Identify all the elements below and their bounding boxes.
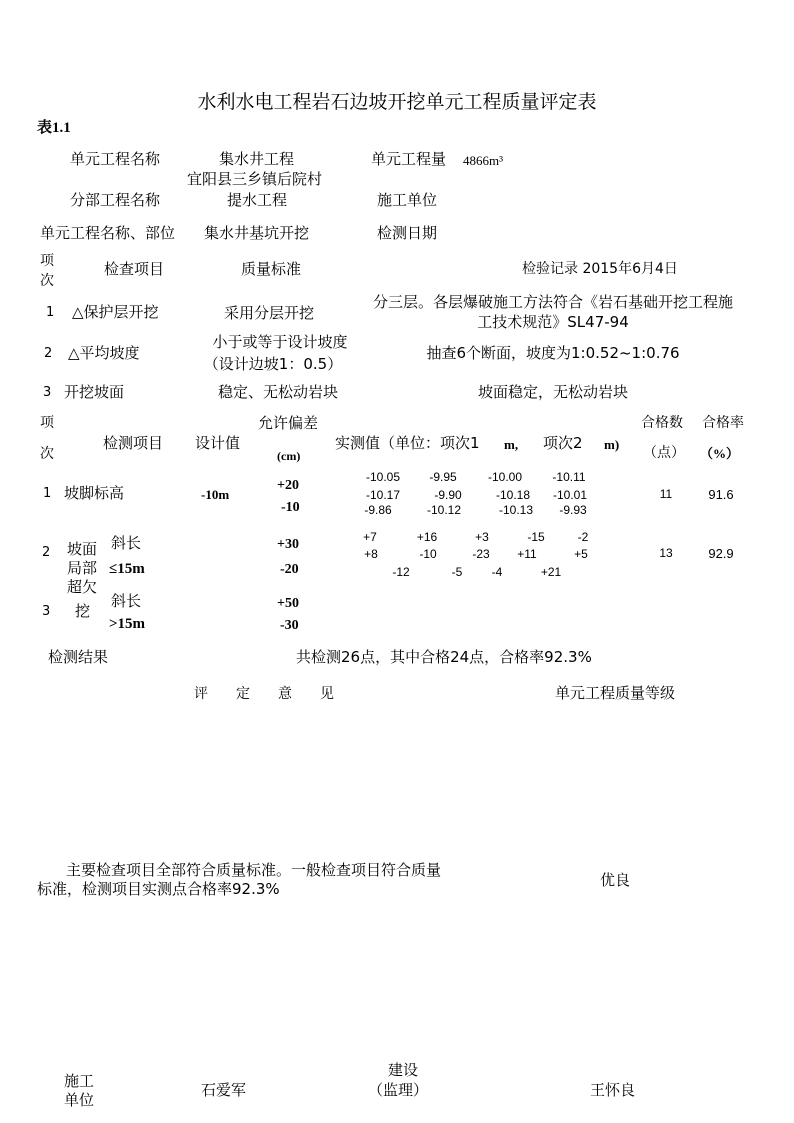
r1-value: -10.00 <box>487 470 523 484</box>
sub1-label-line1: 斜长 <box>111 534 142 552</box>
r1-value: -10.05 <box>365 470 401 484</box>
r1-value: -10.17 <box>365 488 401 502</box>
document-title: 水利水电工程岩石边坡开挖单元工程质量评定表 <box>197 91 597 113</box>
sub2-label-line2: >15m <box>109 616 146 632</box>
supervision-signature-label-1: 建设 <box>388 1061 419 1079</box>
r2-value: -2 <box>577 530 589 544</box>
inspection-row-2-record: 抽查6个断面，坡度为1:0.52~1:0.76 <box>426 344 680 362</box>
inspection-record-header: 检验记录 2015年6月4日 <box>522 261 678 277</box>
r2-value: -15 <box>527 530 545 544</box>
r2-value: +11 <box>517 547 537 561</box>
sub1-label-line2: ≤15m <box>109 561 145 577</box>
grade-label: 单元工程质量等级 <box>555 684 676 702</box>
r1-value: -10.11 <box>552 470 586 484</box>
construction-unit-signatory: 石爱军 <box>201 1081 247 1099</box>
inspection-seq-header-2: 次 <box>40 273 54 289</box>
unit-name-part-value: 集水井基坑开挖 <box>204 224 310 242</box>
inspection-row-3-no: 3 <box>43 385 52 400</box>
measurement-design-header: 设计值 <box>195 434 241 452</box>
measurement-row-1-design: -10m <box>201 487 230 502</box>
inspection-row-2-standard-line1: 小于或等于设计坡度 <box>212 333 348 351</box>
measurement-measured-header: 实测值（单位：项次1 <box>335 434 480 452</box>
r1-value: -10.12 <box>426 503 462 517</box>
quality-grade: 优良 <box>600 871 631 889</box>
opinion-label: 评 定 意 见 <box>194 686 334 702</box>
r1-value: -9.95 <box>429 470 457 484</box>
inspection-item-header: 检查项目 <box>104 260 165 278</box>
measurement-tolerance-unit: (cm) <box>277 449 301 463</box>
sub2-tol-plus: +50 <box>277 596 299 611</box>
measurement-row-2-rate: 92.9 <box>708 546 734 561</box>
measurement-row-2-no: 2 <box>42 545 51 560</box>
inspection-row-3-record: 坡面稳定，无松动岩块 <box>477 383 629 401</box>
sub1-tol-plus: +30 <box>277 537 299 552</box>
r1-value: -10.13 <box>498 503 534 517</box>
r2-value: -5 <box>451 565 463 579</box>
r2-value: +7 <box>363 530 377 544</box>
r2-value: +21 <box>540 565 562 579</box>
supervision-signature-label-2: （监理） <box>368 1081 429 1099</box>
measurement-row-1-rate: 91.6 <box>708 487 734 502</box>
opinion-text-line2: 标准，检测项目实测点合格率92.3% <box>37 880 280 898</box>
r2-value: -23 <box>472 547 490 561</box>
group-label-line1: 坡面 <box>67 540 98 558</box>
sub1-tol-minus: -20 <box>280 562 299 577</box>
inspection-row-3-item: 开挖坡面 <box>64 383 125 401</box>
sub2-tol-minus: -30 <box>280 618 299 633</box>
r2-value: +16 <box>416 530 438 544</box>
unit-project-name-value: 集水井工程 <box>219 150 295 168</box>
r2-value: +5 <box>574 547 588 561</box>
result-text: 共检测26点，其中合格24点，合格率92.3% <box>296 648 592 666</box>
r1-value: -9.86 <box>364 503 392 517</box>
measurement-row-1-count: 11 <box>659 487 673 501</box>
inspection-row-1-no: 1 <box>46 305 55 320</box>
inspection-standard-header: 质量标准 <box>241 260 302 278</box>
measurement-row-1-tol-minus: -10 <box>281 500 300 515</box>
table-number: 表1.1 <box>37 120 71 136</box>
r2-value: -4 <box>491 565 503 579</box>
measurement-seq-header-2: 次 <box>40 446 54 462</box>
measurement-row-1-tol-plus: +20 <box>277 478 299 493</box>
qualified-count-header: 合格数 <box>641 415 683 431</box>
measurement-tolerance-header: 允许偏差 <box>258 414 319 432</box>
construction-unit-signature-label-1: 施工 <box>64 1072 95 1090</box>
measurement-measured-header-2: 项次2 <box>543 434 583 452</box>
inspection-row-1-record-line1: 分三层。各层爆破施工方法符合《岩石基础开挖工程施 <box>372 293 734 311</box>
inspection-row-1-standard: 采用分层开挖 <box>224 304 315 322</box>
result-label: 检测结果 <box>48 648 109 666</box>
location-value: 宜阳县三乡镇后院村 <box>187 170 323 188</box>
qualified-rate-unit: （%） <box>700 446 740 461</box>
r2-value: -10 <box>419 547 437 561</box>
unit-quantity-value: 4866m³ <box>463 153 504 168</box>
construction-unit-label: 施工单位 <box>377 191 438 209</box>
r2-value: +3 <box>475 530 489 544</box>
measurement-row-3-no: 3 <box>42 604 51 619</box>
inspection-row-1-item: △保护层开挖 <box>72 303 159 321</box>
group-label-line3: 超欠 <box>67 578 98 596</box>
construction-unit-signature-label-2: 单位 <box>64 1091 95 1109</box>
measurement-row-1-item: 坡脚标高 <box>64 484 125 502</box>
measurement-measured-m1: m, <box>504 437 519 452</box>
inspection-seq-header-1: 项 <box>40 253 54 269</box>
inspection-row-2-no: 2 <box>44 346 53 361</box>
unit-name-part-label: 单元工程名称、部位 <box>40 224 176 242</box>
unit-project-name-label: 单元工程名称 <box>70 150 161 168</box>
unit-quantity-label: 单元工程量 <box>371 150 447 168</box>
measurement-measured-m2: m) <box>604 437 620 452</box>
supervision-signatory: 王怀良 <box>590 1081 636 1099</box>
r1-value: -10.18 <box>495 488 531 502</box>
r2-value: -12 <box>392 565 410 579</box>
inspection-row-3-standard: 稳定、无松动岩块 <box>218 383 339 401</box>
r1-value: -10.01 <box>552 488 588 502</box>
inspection-row-2-standard-line2: （设计边坡1：0.5） <box>203 355 343 373</box>
measurement-item-header: 检测项目 <box>103 434 164 452</box>
inspection-row-2-item: △平均坡度 <box>68 344 140 362</box>
qualified-count-unit: （点） <box>643 445 685 461</box>
group-label-line2: 局部 <box>67 559 98 577</box>
inspection-date-label: 检测日期 <box>377 224 438 242</box>
qualified-rate-header: 合格率 <box>702 415 744 431</box>
measurement-seq-header-1: 项 <box>40 415 54 431</box>
group-label-line4: 挖 <box>75 602 91 620</box>
inspection-row-1-record-line2: 工技术规范》SL47-94 <box>477 313 629 331</box>
division-name-label: 分部工程名称 <box>70 191 161 209</box>
measurement-row-1-no: 1 <box>43 486 52 501</box>
r1-value: -9.90 <box>434 488 462 502</box>
measurement-row-2-count: 13 <box>659 546 673 560</box>
sub2-label-line1: 斜长 <box>111 592 142 610</box>
r1-value: -9.93 <box>559 503 587 517</box>
r2-value: +8 <box>364 547 378 561</box>
division-name-value: 提水工程 <box>227 191 288 209</box>
opinion-text-line1: 主要检查项目全部符合质量标准。一般检查项目符合质量 <box>66 861 442 879</box>
